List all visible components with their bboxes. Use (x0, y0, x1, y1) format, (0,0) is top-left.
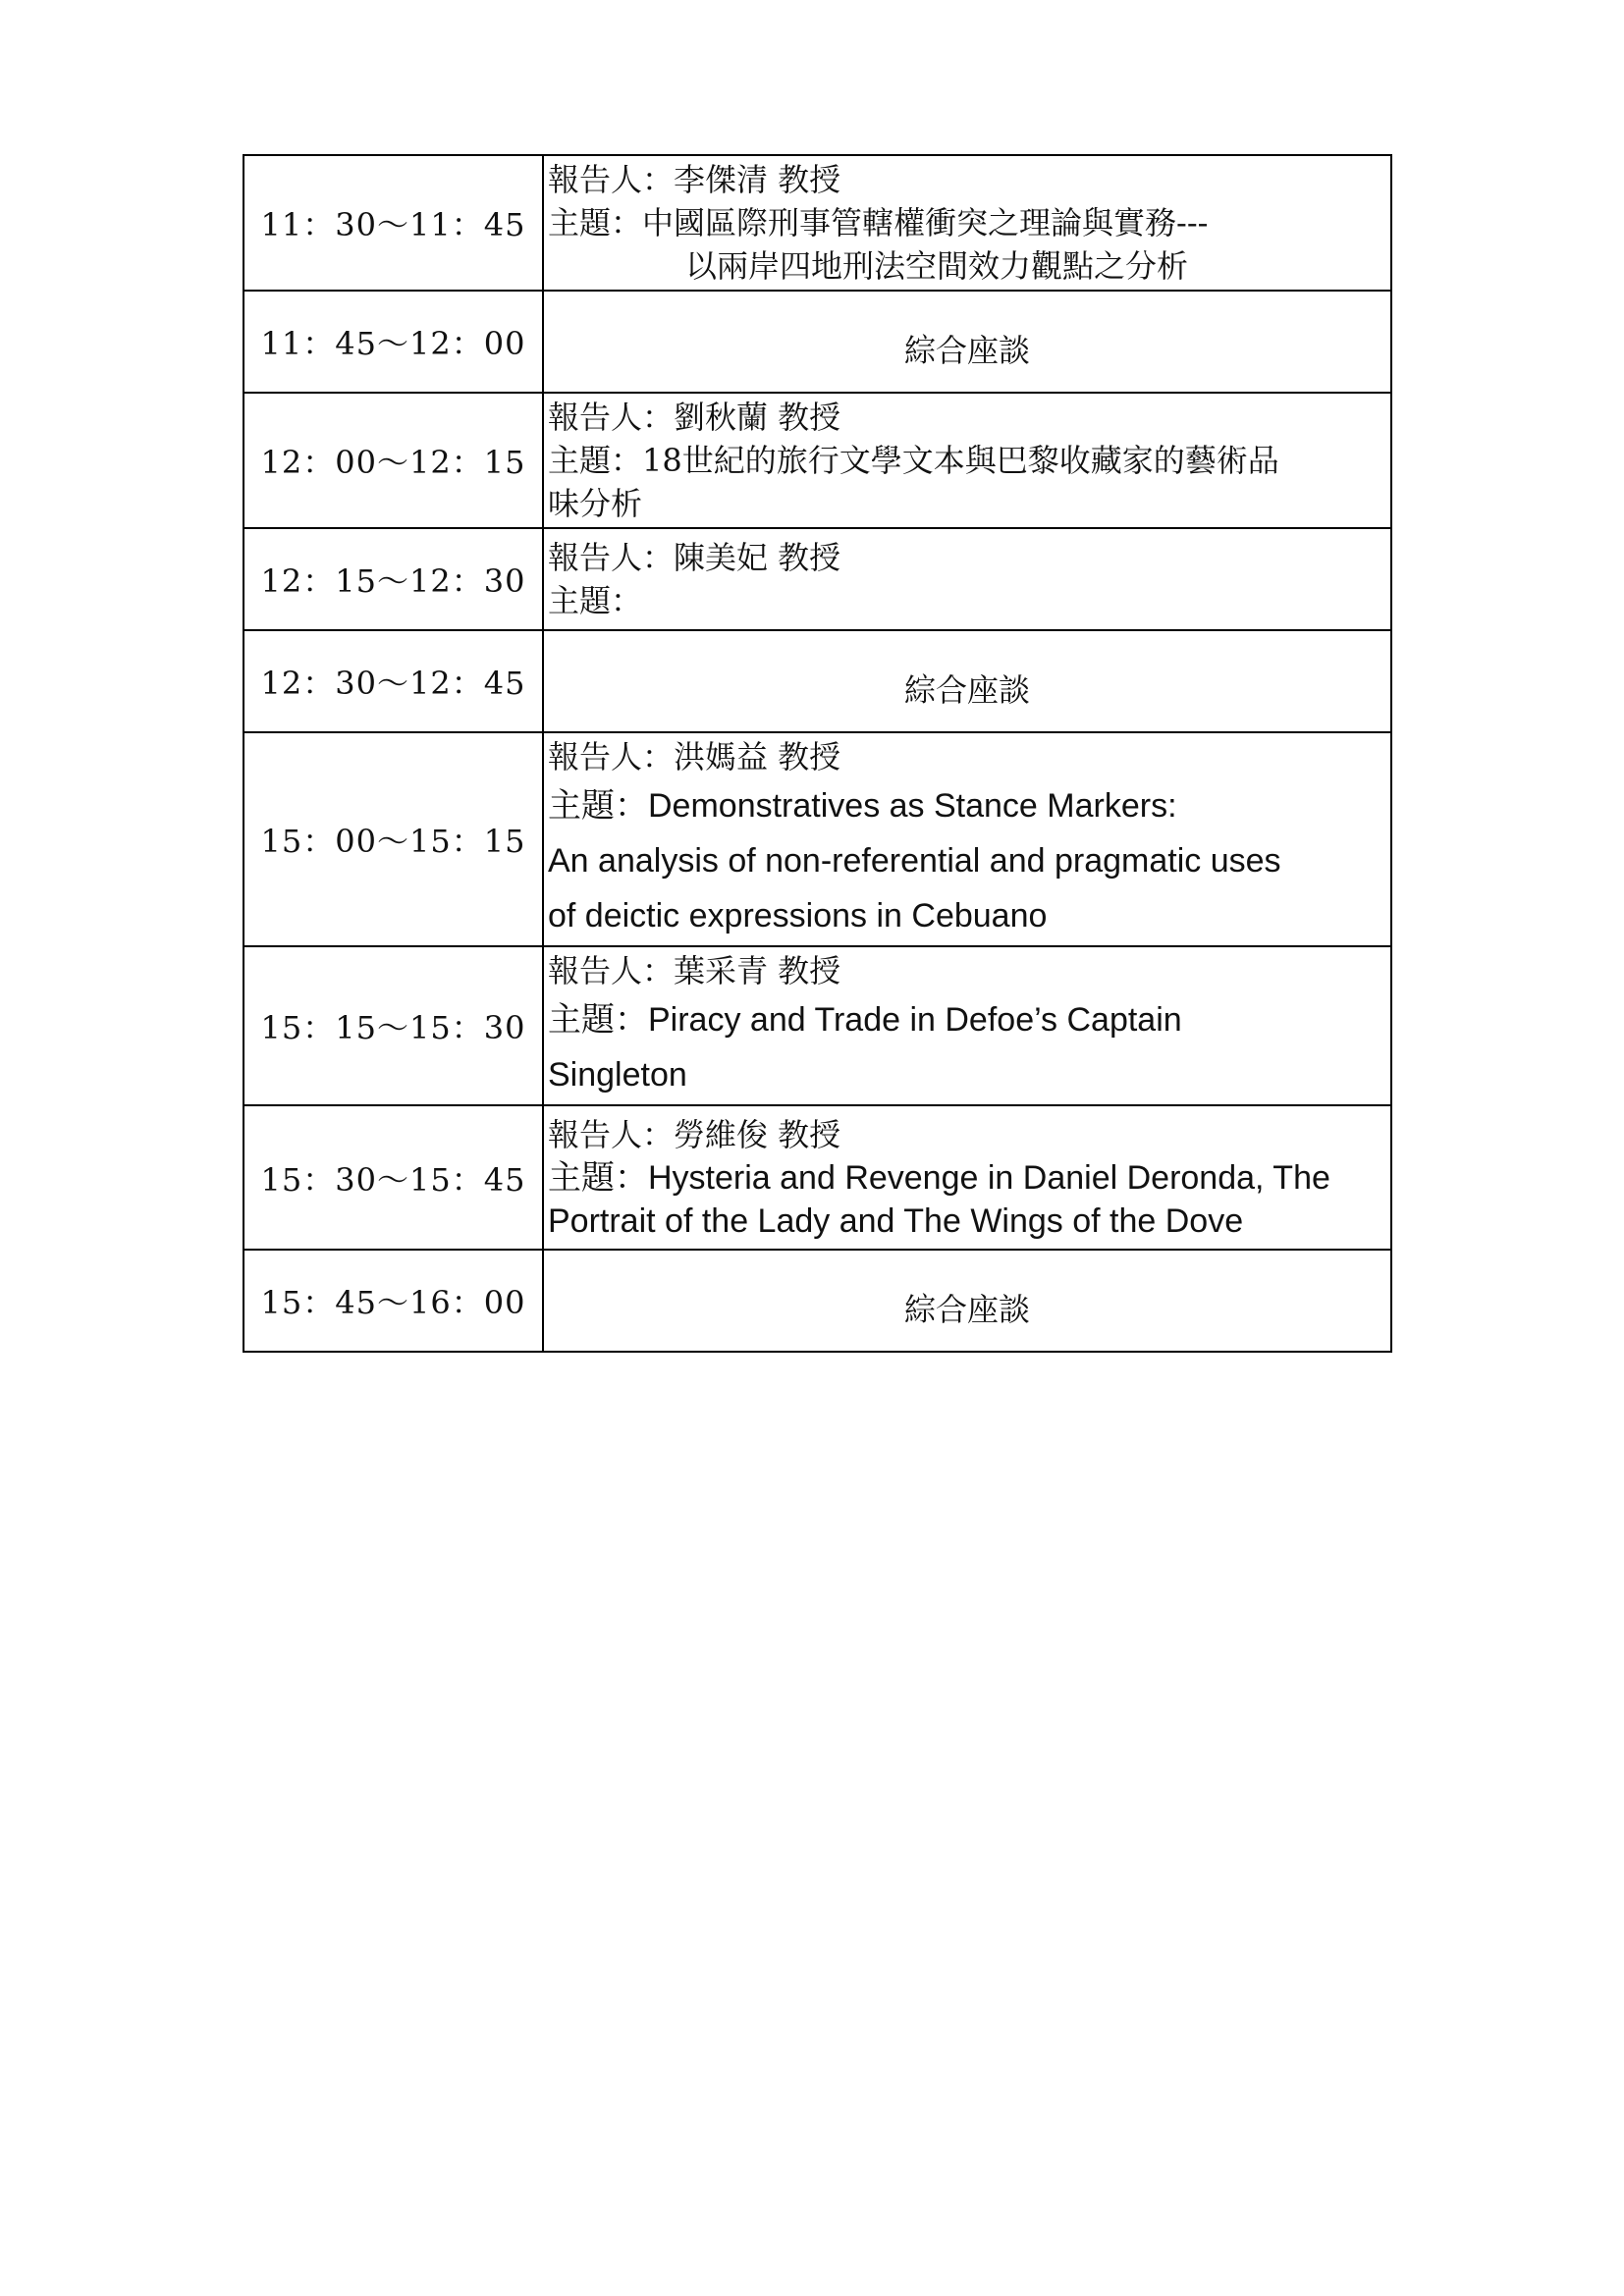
time-slot: 15：30～15：45 (244, 1105, 543, 1250)
topic-line: 主題：Piracy and Trade in Defoe’s Captain (548, 1001, 1182, 1039)
topic-line: Singleton (548, 1056, 687, 1094)
table-row (244, 393, 1391, 528)
speaker: 報告人：勞維俊 教授 (548, 1115, 841, 1153)
session-details (543, 732, 1391, 946)
discussion-label: 綜合座談 (543, 630, 1391, 732)
time-slot: 12：15～12：30 (244, 528, 543, 630)
table-row (244, 291, 1391, 393)
session-details (543, 1105, 1391, 1250)
table-row (244, 732, 1391, 946)
table-row (244, 528, 1391, 630)
time-slot: 11：45～12：00 (244, 291, 543, 393)
topic-line: of deictic expressions in Cebuano (548, 897, 1048, 934)
table-row (244, 1250, 1391, 1352)
session-details (543, 155, 1391, 291)
speaker: 報告人：洪媽益 教授 (548, 738, 841, 775)
time-slot: 15：00～15：15 (244, 732, 543, 946)
speaker: 報告人：葉采青 教授 (548, 952, 841, 989)
table-row (244, 630, 1391, 732)
topic-line: 主題：18世紀的旅行文學文本與巴黎收藏家的藝術品 (548, 442, 1279, 479)
topic-line: 主題：Hysteria and Revenge in Daniel Deronda, The (548, 1158, 1330, 1197)
session-details (543, 393, 1391, 528)
discussion-label: 綜合座談 (543, 1250, 1391, 1352)
table-row (244, 1105, 1391, 1250)
session-details (543, 946, 1391, 1105)
speaker: 報告人：劉秋蘭 教授 (548, 399, 841, 436)
topic-line: 味分析 (548, 485, 643, 522)
topic-line: 以兩岸四地刑法空間效力觀點之分析 (685, 247, 1189, 285)
topic-line: 主題：中國區際刑事管轄權衝突之理論與實務--- (548, 204, 1209, 241)
discussion-label: 綜合座談 (543, 291, 1391, 393)
time-slot: 15：45～16：00 (244, 1250, 543, 1352)
speaker: 報告人：陳美妃 教授 (548, 539, 841, 576)
time-slot: 15：15～15：30 (244, 946, 543, 1105)
session-details (543, 528, 1391, 630)
topic-line: Portrait of the Lady and The Wings of the Dove (548, 1201, 1244, 1240)
table-row (244, 155, 1391, 291)
time-slot: 12：30～12：45 (244, 630, 543, 732)
topic-line: An analysis of non-referential and pragmatic uses (548, 842, 1281, 880)
speaker: 報告人：李傑清 教授 (548, 161, 841, 198)
table-row (244, 946, 1391, 1105)
topic-line: 主題： (548, 582, 643, 619)
time-slot: 11：30～11：45 (244, 155, 543, 291)
schedule-table (243, 154, 1392, 1353)
topic-line: 主題：Demonstratives as Stance Markers: (548, 787, 1177, 825)
time-slot: 12：00～12：15 (244, 393, 543, 528)
